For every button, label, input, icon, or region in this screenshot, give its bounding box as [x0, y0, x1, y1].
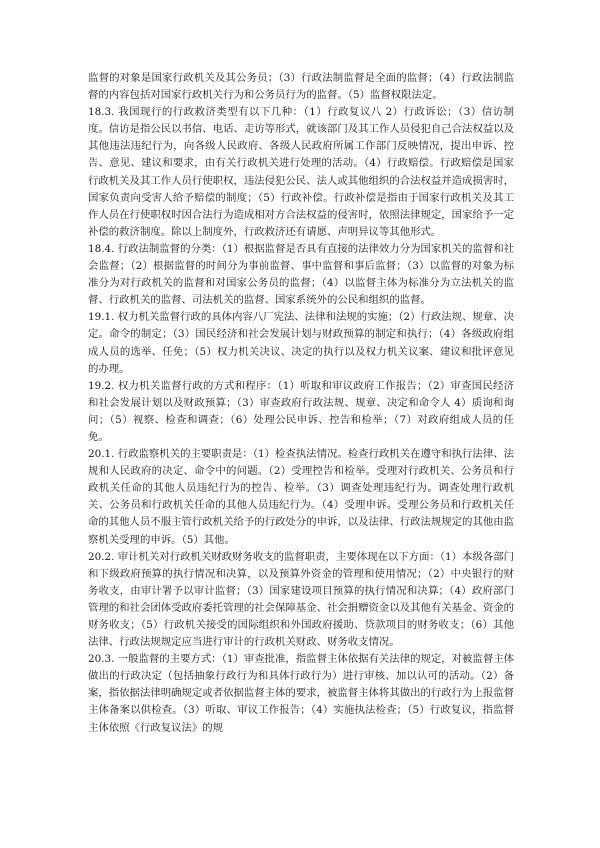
document-body — [88, 70, 514, 737]
paragraph-19-1: 19.1. 权力机关监督行政的具体内容八厂宪法、法律和法规的实施；（2）行政法规、规章、决定。命令的制定；（3）国民经济和社会发展计划与财政预算的制定和执行；（4）各级政府组成人员的选举、任免；（5）权力机关决议、决定的执行以及权力机关议案、建议和批评意见的办理。 — [88, 311, 514, 375]
paragraph-20-2: 20.2. 审计机关对行政机关财政财务收支的监督职责，主要体现在以下方面：（1）本级各部门和下级政府预算的执行情况和决算，以及预算外资金的管理和使用情况；（2）中央银行的财务收支，由审计署予以审计监督；（3）国家建设项目预算的执行情况和决算；（4）政府部门管理的和社会团体受政府委托管理的社会保障基金、社会捐赠资金以及其他有关基金、资金的财务收支；（5）行政机关接受的国际组织和外国政府援助、贷款项目的财务收支；（6）其他法律、行政法规规定应当进行审计的行政机关财政、财务收支情况。 — [88, 550, 515, 649]
paragraph-18-3: 18.3. 我国现行的行政救济类型有以下几种：（1）行政复议八 2）行政诉讼；（3）信访制度。信访是指公民以书信、电话、走访等形式，就该部门及其工作人员侵犯自己合法权益以及其他违法违纪行为，向各级人民政府、各级人民政府所属工作部门反映情况，提出申诉、控告、意见、建议和要求，由有关行政机关进行处理的活动。（4）行政赔偿。行政赔偿是国家行政机关及其工作人员行使职权，违法侵犯公民、法人或其他组织的合法权益并造成损害时，国家负责向受害人给予赔偿的制度；（5）行政补偿。行政补偿是指由于国家行政机关及其工作人员在行使职权时因合法行为造成相对方合法权益的侵害时，依照法律规定，国家给予一定补偿的救济制度。除以上制度外，行政救济还有请愿、声明异议等其他形式。 — [88, 106, 515, 238]
paragraph-17-tail: 监督的对象是国家行政机关及其公务员；（3）行政法制监督是全面的监督；（4）行政法制监督的内容包括对国家行政机关行为和公务员行为的监督。（5）监督权限法定。 — [88, 72, 514, 102]
paragraph-20-1: 20.1. 行政监察机关的主要职责是：（1）检查执法情况。检查行政机关在遵守和执行法律、法规和人民政府的决定、命令中的问题。（2）受理控告和检举。受理对行政机关、公务员和行政机关任命的其他人员违纪行为的控告、检举。（3）调查处理违纪行为。调查处理行政机关、公务员和行政机关任命的其他人员违纪行为。（4）受理申诉。受理公务员和行政机关任命的其他人员不服主管行政机关给予的行政处分的申诉，以及法律、行政法规规定的其他由监察机关受理的申诉。（5）其他。 — [88, 448, 515, 546]
paragraph-19-2: 19.2. 权力机关监督行政的方式和程序：（1）听取和审议政府工作报告；（2）审查国民经济和社会发展计划以及财政预算；（3）审查政府行政法规、规章、决定和命令人 4）质询和询问；（5）视察、检查和调查；（6）处理公民申诉、控告和检举；（7）对政府组成人员的任免。 — [88, 379, 514, 443]
paragraph-20-3: 20.3. 一般监督的主要方式：（1）审查批准，指监督主体依据有关法律的规定，对被监督主体做出的行政决定（包括抽象行政行为和具体行政行为）进行审核、加以认可的活动。（2）备案，指依据法律明确规定或者依据监督主体的要求，被监督主体将其做出的行政行为上报监督主体备案以供检查。（3）听取、审议工作报告；（4）实施执法检查；（5）行政复议，指监督主体依照《行政复议法》的规 — [88, 653, 515, 734]
paragraph-18-4: 18.4. 行政法制监督的分类：（1）根据监督是否具有直接的法律效力分为国家机关的监督和社会监督；（2）根据监督的时间分为事前监督、事中监督和事后监督；（3）以监督的对象为标准分为对行政机关的监督和对国家公务员的监督；（4）以监督主体为标准分为立法机关的监督、行政机关的监督、司法机关的监督、国家系统外的公民和组织的监督。 — [88, 242, 514, 307]
